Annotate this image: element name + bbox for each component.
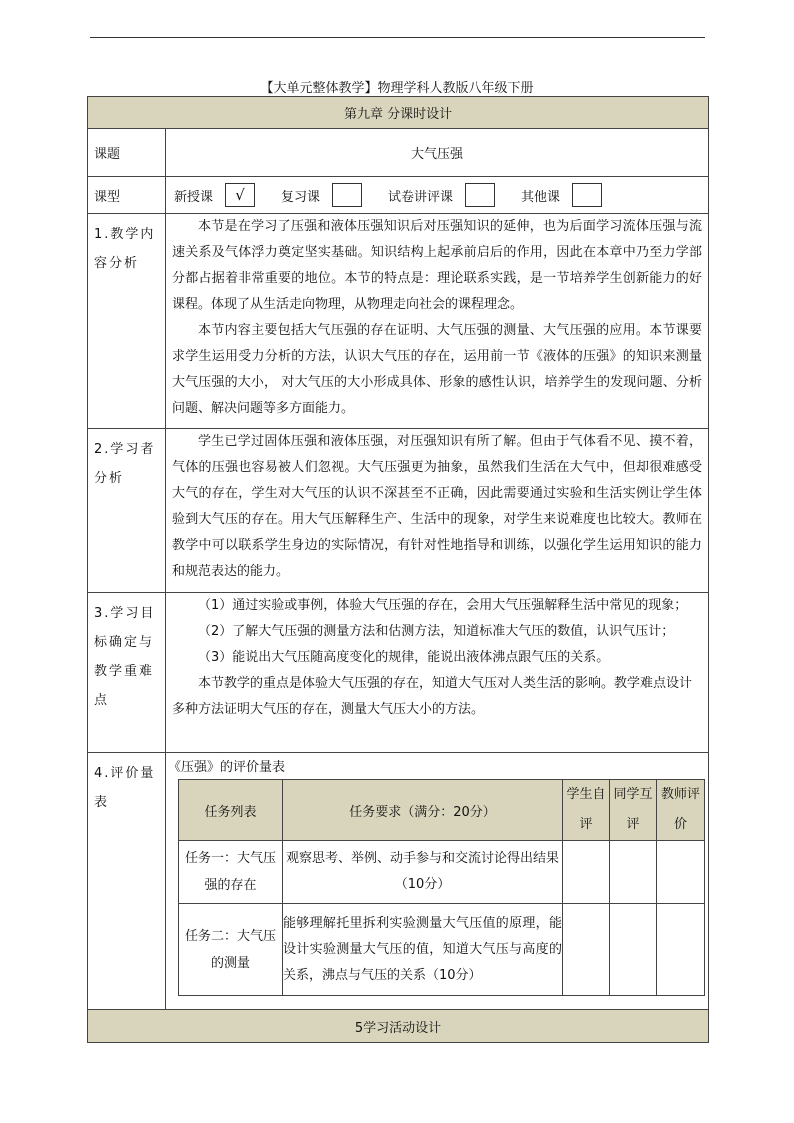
goal-item: （2）了解大气压强的测量方法和估测方法，知道标准大气压的数值，认识气压计； xyxy=(198,624,675,639)
lesson-type-exam-checkbox[interactable] xyxy=(465,183,495,207)
lesson-type-new[interactable] xyxy=(174,183,255,207)
topic-label: 课题 xyxy=(88,129,166,177)
eval-col-requirement: 任务要求（满分：20分） xyxy=(283,780,563,841)
lesson-type-review-label: 复习课 xyxy=(281,189,321,205)
eval-task-cell: 任务二：大气压的测量 xyxy=(179,904,283,996)
topic-value: 大气压强 xyxy=(166,129,709,177)
section1-label: 1.教学内容分析 xyxy=(88,214,166,429)
eval-header-row xyxy=(179,780,705,841)
lesson-design-table xyxy=(87,96,709,1043)
header-rule xyxy=(90,37,705,38)
table-row xyxy=(179,841,705,904)
lesson-type-exam-label: 试卷讲评课 xyxy=(388,189,454,205)
table-row xyxy=(179,904,705,996)
goal-item: （1）通过实验或事例，体验大气压强的存在，会用大气压强解释生活中常见的现象； xyxy=(198,598,688,613)
eval-score-teacher[interactable] xyxy=(657,841,705,904)
section2-paragraph: 学生已学过固体压强和液体压强，对压强知识有所了解。但由于气体看不见、摸不着，气体的压强也容易被人们忽视。大气压强更为抽象，虽然我们生活在大气中，但却很难感受大气的存在，学生对大气压的认识不深甚至不正确，因此需要通过实验和生活实例让学生体验到大气压的存在。用大气压解释生产、生活中的现象，对学生来说难度也比较大。教师在教学中可以联系学生身边的实际情况，有针对性地指导和训练，以强化学生运用知识的能力和规范表达的能力。 xyxy=(172,434,703,579)
lesson-type-new-label: 新授课 xyxy=(174,189,214,205)
document-header: 【大单元整体教学】物理学科人教版八年级下册 xyxy=(260,81,534,96)
eval-table xyxy=(178,779,705,996)
eval-col-self: 学生自评 xyxy=(563,780,610,841)
lesson-type-review-checkbox[interactable] xyxy=(332,183,362,207)
eval-task-cell: 任务一：大气压强的存在 xyxy=(179,841,283,904)
eval-req-cell: 能够理解托里拆利实验测量大气压值的原理，能设计实验测量大气压的值，知道大气压与高度的关系，沸点与气压的关系（10分） xyxy=(283,904,563,996)
section1-content xyxy=(166,214,709,429)
eval-req-cell: 观察思考、举例、动手参与和交流讨论得出结果（10分） xyxy=(283,841,563,904)
lesson-type-options xyxy=(166,177,709,214)
eval-score-self[interactable] xyxy=(563,841,610,904)
eval-score-self[interactable] xyxy=(563,904,610,996)
eval-col-teacher: 教师评价 xyxy=(657,780,705,841)
lesson-type-exam[interactable] xyxy=(388,183,495,207)
focus-text: 本节教学的重点是体验大气压强的存在，知道大气压对人类生活的影响。教学难点设计多种方法证明大气压的存在，测量大气压大小的方法。 xyxy=(172,676,693,717)
section3-content xyxy=(166,593,709,753)
section3-label: 3.学习目标确定与教学重难点 xyxy=(88,593,166,753)
section4-label: 4.评价量表 xyxy=(88,753,166,1010)
section2-label: 2.学习者分析 xyxy=(88,429,166,593)
chapter-title: 第九章 分课时设计 xyxy=(88,97,709,129)
section4-content xyxy=(166,753,709,1010)
lesson-type-label: 课型 xyxy=(88,177,166,214)
eval-col-peer: 同学互评 xyxy=(610,780,657,841)
section5-title: 5学习活动设计 xyxy=(88,1010,709,1043)
lesson-type-other-checkbox[interactable] xyxy=(572,183,602,207)
section2-content xyxy=(166,429,709,593)
eval-score-teacher[interactable] xyxy=(657,904,705,996)
lesson-type-review[interactable] xyxy=(281,183,362,207)
lesson-type-other-label: 其他课 xyxy=(521,189,561,205)
eval-score-peer[interactable] xyxy=(610,841,657,904)
eval-score-peer[interactable] xyxy=(610,904,657,996)
lesson-type-new-checkbox[interactable]: √ xyxy=(225,183,255,207)
eval-col-task: 任务列表 xyxy=(179,780,283,841)
eval-table-title: 《压强》的评价量表 xyxy=(168,760,286,775)
section1-paragraph: 本节是在学习了压强和液体压强知识后对压强知识的延伸，也为后面学习流体压强与流速关系及气体浮力奠定坚实基础。知识结构上起承前启后的作用，因此在本章中乃至力学部分都占据着非常重要的地位。本节的特点是：理论联系实践，是一节培养学生创新能力的好课程。体现了从生活走向物理，从物理走向社会的课程理念。 xyxy=(172,219,703,312)
section1-paragraph: 本节内容主要包括大气压强的存在证明、大气压强的测量、大气压强的应用。本节课要求学生运用受力分析的方法，认识大气压的存在，运用前一节《液体的压强》的知识来测量大气压强的大小， 对大气压的大小形成具体、形象的感性认识，培养学生的发现问题、分析问题、解决问题等多方面能力。 xyxy=(172,323,703,416)
goal-item: （3）能说出大气压随高度变化的规律，能说出液体沸点跟气压的关系。 xyxy=(198,650,610,665)
lesson-type-other[interactable] xyxy=(521,183,602,207)
